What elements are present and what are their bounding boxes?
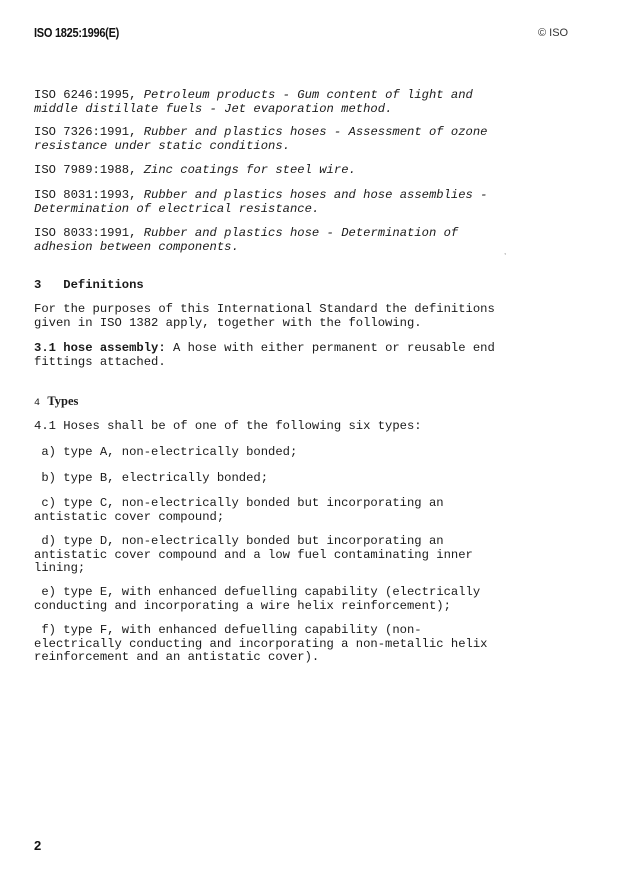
definition-3-1 xyxy=(34,342,495,369)
reference-title: Zinc coatings for steel wire. xyxy=(143,163,356,177)
list-item-type-e xyxy=(34,586,480,613)
reference-iso-7326 xyxy=(34,126,487,153)
intro-line: given in ISO 1382 apply, together with the following. xyxy=(34,315,422,330)
reference-code: ISO 7989:1988, xyxy=(34,163,144,177)
reference-iso-7989 xyxy=(34,164,356,178)
list-item-type-a xyxy=(34,446,297,460)
reference-title-cont: resistance under static conditions. xyxy=(34,138,290,153)
page-number: 2 xyxy=(34,838,42,853)
list-item-text-cont: antistatic cover compound; xyxy=(34,509,225,524)
reference-title-cont: middle distillate fuels - Jet evaporation method. xyxy=(34,101,393,116)
scan-artifact: , xyxy=(504,247,507,256)
reference-iso-8031 xyxy=(34,189,487,216)
section-3-heading xyxy=(34,279,144,293)
list-item-text: a) type A, non-electrically bonded; xyxy=(34,445,298,459)
list-item-text-cont: reinforcement and an antistatic cover). xyxy=(34,650,320,665)
section-number: 4 xyxy=(34,398,41,409)
reference-title-cont: Determination of electrical resistance. xyxy=(34,201,320,216)
list-item-text-cont: lining; xyxy=(34,561,86,576)
list-item-text: f) type F, with enhanced defuelling capability (non- xyxy=(34,623,422,637)
definition-text-cont: fittings attached. xyxy=(34,354,166,369)
definition-text: A hose with either permanent or reusable end xyxy=(165,341,495,355)
section-number: 3 xyxy=(34,278,42,292)
reference-title-cont: adhesion between components. xyxy=(34,239,239,254)
reference-iso-6246 xyxy=(34,89,473,116)
list-item-type-f xyxy=(34,624,487,665)
page-header-document-id: ISO 1825:1996(E) xyxy=(34,26,120,40)
reference-title: Rubber and plastics hose - Determination of xyxy=(143,226,459,240)
intro-line: For the purposes of this International Standard the definitions xyxy=(34,302,495,316)
list-item-text: c) type C, non-electrically bonded but incorporating an xyxy=(34,496,444,510)
list-item-type-c xyxy=(34,497,444,524)
reference-title: Rubber and plastics hoses and hose assemblies - xyxy=(143,188,488,202)
list-item-text: d) type D, non-electrically bonded but incorporating an xyxy=(34,534,444,548)
reference-title: Petroleum products - Gum content of light and xyxy=(143,88,473,102)
list-item-text: e) type E, with enhanced defuelling capability (electrically xyxy=(34,585,481,599)
section-title: Types xyxy=(47,394,79,408)
list-item-text-cont: antistatic cover compound and a low fuel contaminating inner xyxy=(34,547,473,562)
section-title: Definitions xyxy=(63,278,144,292)
list-item-type-b xyxy=(34,472,268,486)
definition-term: 3.1 hose assembly: xyxy=(34,341,166,355)
page-header-copyright: © ISO xyxy=(538,27,569,39)
list-item-text-cont: conducting and incorporating a wire helix reinforcement); xyxy=(34,598,451,613)
list-item-text: b) type B, electrically bonded; xyxy=(34,471,269,485)
list-item-type-d xyxy=(34,535,473,576)
section-3-intro xyxy=(34,303,495,330)
reference-code: ISO 8033:1991, xyxy=(34,226,144,240)
reference-iso-8033 xyxy=(34,227,458,254)
list-item-text-cont: electrically conducting and incorporating a non-metallic helix xyxy=(34,636,488,651)
reference-code: ISO 7326:1991, xyxy=(34,125,144,139)
clause-4-1: 4.1 Hoses shall be of one of the following six types: xyxy=(34,419,422,433)
reference-code: ISO 8031:1993, xyxy=(34,188,144,202)
reference-title: Rubber and plastics hoses - Assessment of ozone xyxy=(143,125,488,139)
reference-code: ISO 6246:1995, xyxy=(34,88,144,102)
section-4-heading xyxy=(34,395,78,411)
